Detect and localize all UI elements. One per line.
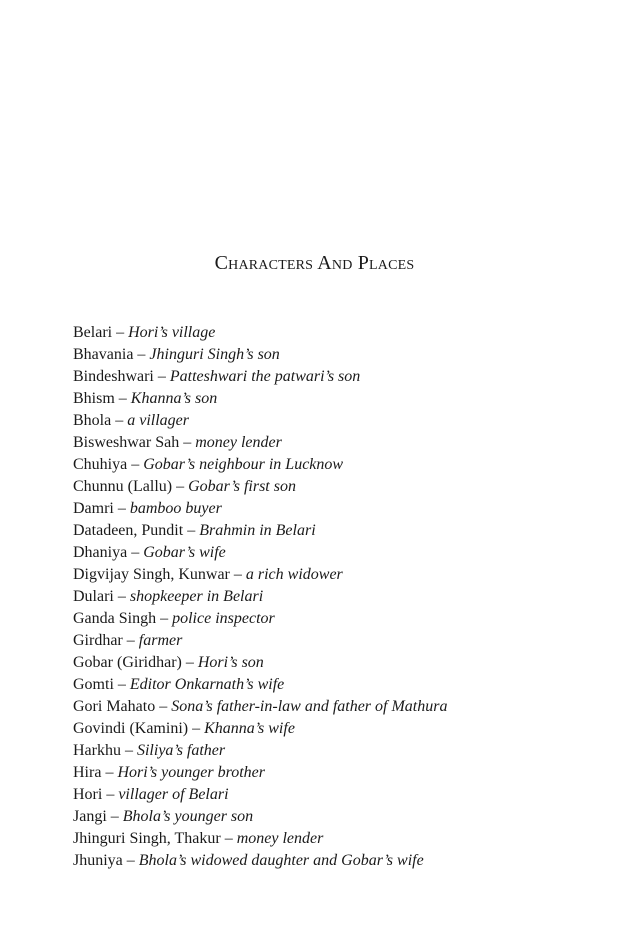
entry-separator: –	[181, 654, 198, 671]
entry-description: police inspector	[172, 610, 275, 627]
entry-description: shopkeeper in Belari	[129, 588, 264, 605]
entry-description: Brahmin in Belari	[199, 522, 316, 539]
entry-separator: –	[113, 588, 130, 605]
list-item	[73, 784, 613, 806]
entry-description: Jhinguri Singh’s son	[149, 346, 280, 363]
entry-name: Harkhu	[73, 742, 121, 759]
list-item	[73, 564, 613, 586]
page-title: Characters And Places	[214, 252, 415, 274]
list-item	[73, 520, 613, 542]
entry-name: Bhavania	[73, 346, 134, 363]
list-item	[73, 806, 613, 828]
entry-description: bamboo buyer	[129, 500, 222, 517]
entry-description: Editor Onkarnath’s wife	[129, 676, 285, 693]
entry-separator: –	[155, 698, 172, 715]
entry-name: Girdhar	[73, 632, 123, 649]
entry-separator: –	[111, 412, 128, 429]
entry-name: Dhaniya	[73, 544, 128, 561]
list-item	[73, 476, 613, 498]
list-item	[73, 586, 613, 608]
entry-description: Khanna’s wife	[204, 720, 295, 737]
entry-description: a villager	[127, 412, 189, 429]
entry-separator: –	[106, 808, 123, 825]
entry-separator: –	[113, 676, 130, 693]
entry-separator: –	[188, 720, 205, 737]
entry-separator: –	[172, 478, 189, 495]
list-item	[73, 366, 613, 388]
entry-description: Bhola’s younger son	[122, 808, 254, 825]
list-item	[73, 410, 613, 432]
list-item	[73, 608, 613, 630]
entry-name: Gori Mahato	[73, 698, 156, 715]
entry-separator: –	[153, 368, 170, 385]
list-item	[73, 674, 613, 696]
entry-description: Hori’s village	[128, 324, 216, 341]
entry-name: Gomti	[73, 676, 114, 693]
entry-description: Hori’s son	[197, 654, 264, 671]
list-item	[73, 630, 613, 652]
list-item	[73, 498, 613, 520]
entry-name: Bhola	[73, 412, 112, 429]
entry-description: villager of Belari	[118, 786, 229, 803]
entry-description: Gobar’s wife	[143, 544, 226, 561]
list-item	[73, 740, 613, 762]
entry-name: Bhism	[73, 390, 115, 407]
entry-separator: –	[114, 390, 131, 407]
entry-name: Bisweshwar Sah	[73, 434, 180, 451]
entry-name: Belari	[73, 324, 113, 341]
entry-name: Govindi (Kamini)	[73, 720, 189, 737]
list-item	[73, 762, 613, 784]
entry-name: Bindeshwari	[73, 368, 154, 385]
character-list	[73, 322, 613, 872]
entry-separator: –	[183, 522, 200, 539]
entry-separator: –	[229, 566, 246, 583]
entry-description: Patteshwari the patwari’s son	[169, 368, 361, 385]
entry-name: Gobar (Giridhar)	[73, 654, 182, 671]
entry-description: farmer	[138, 632, 183, 649]
entry-separator: –	[179, 434, 196, 451]
list-item	[73, 652, 613, 674]
list-item	[73, 322, 613, 344]
list-item	[73, 344, 613, 366]
entry-separator: –	[122, 852, 139, 869]
entry-separator: –	[156, 610, 173, 627]
entry-description: Hori’s younger brother	[117, 764, 265, 781]
entry-separator: –	[120, 742, 137, 759]
entry-separator: –	[122, 632, 139, 649]
entry-separator: –	[127, 544, 144, 561]
list-item	[73, 432, 613, 454]
entry-name: Dulari	[73, 588, 114, 605]
entry-separator: –	[133, 346, 150, 363]
entry-description: Siliya’s father	[136, 742, 226, 759]
entry-description: money lender	[236, 830, 324, 847]
entry-name: Datadeen, Pundit	[73, 522, 184, 539]
entry-name: Chuhiya	[73, 456, 128, 473]
list-item	[73, 388, 613, 410]
entry-name: Chunnu (Lallu)	[73, 478, 173, 495]
entry-separator: –	[127, 456, 144, 473]
entry-description: a rich widower	[245, 566, 343, 583]
entry-name: Digvijay Singh, Kunwar	[73, 566, 230, 583]
entry-separator: –	[220, 830, 237, 847]
entry-description: Sona’s father-in-law and father of Mathura	[171, 698, 448, 715]
list-item	[73, 850, 613, 872]
list-item	[73, 828, 613, 850]
list-item	[73, 542, 613, 564]
list-item	[73, 454, 613, 476]
entry-name: Jhuniya	[73, 852, 123, 869]
entry-name: Hori	[73, 786, 103, 803]
entry-description: Gobar’s first son	[188, 478, 296, 495]
entry-name: Hira	[73, 764, 102, 781]
entry-name: Damri	[73, 500, 114, 517]
list-item	[73, 696, 613, 718]
entry-separator: –	[102, 786, 119, 803]
list-item	[73, 718, 613, 740]
entry-separator: –	[101, 764, 118, 781]
entry-name: Jangi	[73, 808, 107, 825]
entry-description: Bhola’s widowed daughter and Gobar’s wife	[138, 852, 424, 869]
entry-separator: –	[112, 324, 129, 341]
entry-name: Ganda Singh	[73, 610, 157, 627]
entry-description: Khanna’s son	[130, 390, 218, 407]
entry-description: Gobar’s neighbour in Lucknow	[143, 456, 344, 473]
entry-description: money lender	[195, 434, 282, 451]
entry-separator: –	[113, 500, 130, 517]
entry-name: Jhinguri Singh, Thakur	[73, 830, 221, 847]
